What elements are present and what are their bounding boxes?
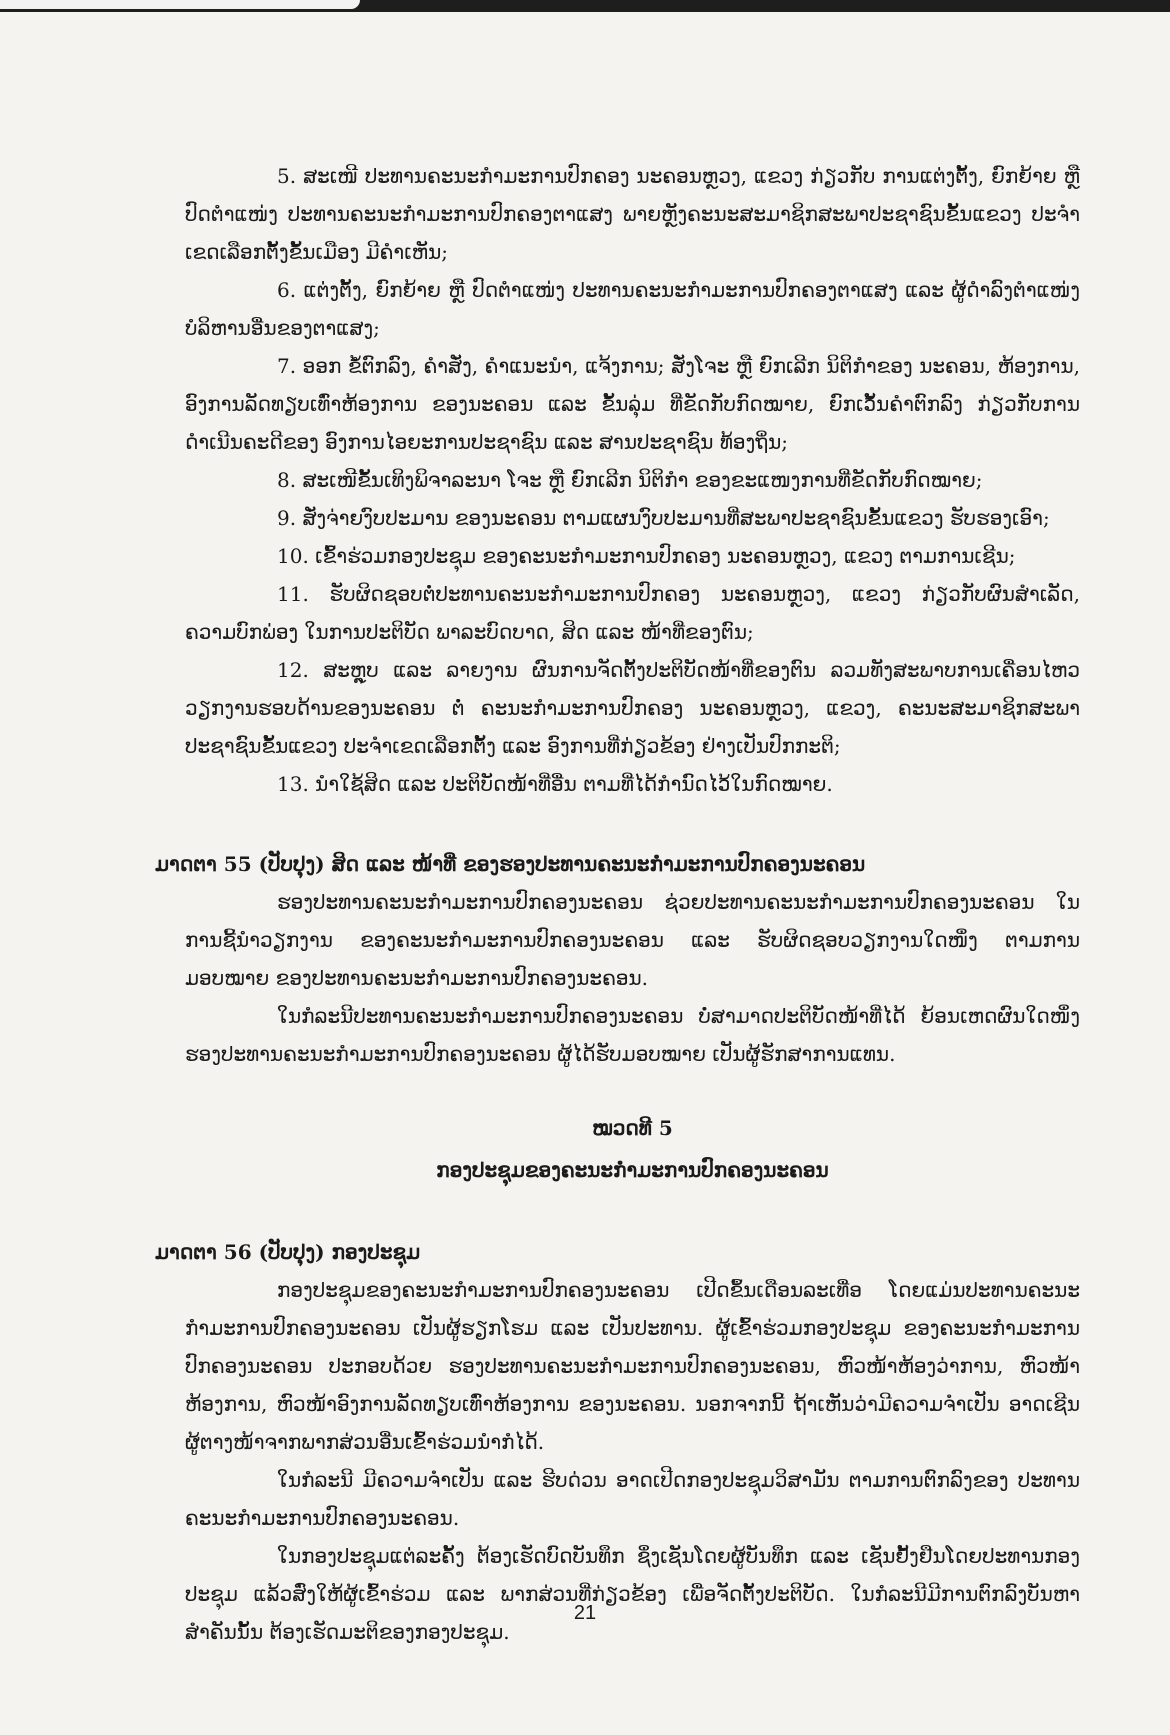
list-item: 10. ເຂົ້າຮ່ວມກອງປະຊຸມ ຂອງຄະນະກຳມະການປົກຄອງ ນະຄອນຫຼວງ, ແຂວງ ຕາມການເຊີນ; bbox=[277, 544, 1016, 568]
top-bar-pill bbox=[0, 0, 360, 9]
article-56-paragraph-1: ກອງປະຊຸມຂອງຄະນະກຳມະການປົກຄອງນະຄອນ ເປີດຂຶ້ນເດືອນລະເທື່ອ ໂດຍແມ່ນປະທານຄະນະກຳມະການປົກຄອງນະຄອນ ເປັນຜູ້ຮຽກໂຮມ ແລະ ເປັນປະທານ. ຜູ້ເຂົ້າຮ່ວມກອງປະຊຸມ ຂອງຄະນະກຳມະການປົກຄອງນະຄອນ ປະກອບດ້ວຍ ຮອງປະທານຄະນະກຳມະການປົກຄອງນະຄອນ, ຫົວໜ້າຫ້ອງວ່າການ, ຫົວໜ້າຫ້ອງການ, ຫົວໜ້າອົງການລັດທຽບເທົ່າຫ້ອງການ ຂອງນະຄອນ. ນອກຈາກນີ້ ຖ້າເຫັນວ່າມີຄວາມຈຳເປັນ ອາດເຊີນຜູ້ຕາງໜ້າຈາກພາກສ່ວນອື່ນເຂົ້າຮ່ວມນຳກໍໄດ້. bbox=[185, 1278, 1080, 1454]
list-item: 13. ນຳໃຊ້ສິດ ແລະ ປະຕິບັດໜ້າທີ່ອື່ນ ຕາມທີ່ໄດ້ກຳນົດໄວ້ໃນກົດໝາຍ. bbox=[277, 772, 833, 796]
article-56-title: ມາດຕາ 56 (ປັບປຸງ) ກອງປະຊຸມ bbox=[155, 1240, 421, 1264]
top-status-bar bbox=[0, 0, 1170, 12]
page-number: 21 bbox=[573, 1602, 597, 1624]
list-item: 5. ສະເໜີ ປະທານຄະນະກຳມະການປົກຄອງ ນະຄອນຫຼວງ, ແຂວງ ກ່ຽວກັບ ການແຕ່ງຕັ້ງ, ຍົກຍ້າຍ ຫຼື ປົດຕຳແໜ່ງ ປະທານຄະນະກຳມະການປົກຄອງຕາແສງ ພາຍຫຼັງຄະນະສະມາຊິກສະພາປະຊາຊົນຂັ້ນແຂວງ ປະຈຳເຂດເລືອກຕັ້ງຂັ້ນເມືອງ ມີຄຳເຫັນ; bbox=[185, 164, 1080, 264]
list-item: 11. ຮັບຜິດຊອບຕໍ່ປະທານຄະນະກຳມະການປົກຄອງ ນະຄອນຫຼວງ, ແຂວງ ກ່ຽວກັບຜົນສຳເລັດ, ຄວາມບົກພ່ອງ ໃນການປະຕິບັດ ພາລະບົດບາດ, ສິດ ແລະ ໜ້າທີ່ຂອງຕົນ; bbox=[185, 582, 1080, 644]
list-item: 8. ສະເໜີຂັ້ນເທິງພິຈາລະນາ ໂຈະ ຫຼື ຍົກເລີກ ນິຕິກຳ ຂອງຂະແໜງການທີ່ຂັດກັບກົດໝາຍ; bbox=[277, 468, 983, 492]
article-55-paragraph-1: ຮອງປະທານຄະນະກຳມະການປົກຄອງນະຄອນ ຊ່ວຍປະທານຄະນະກຳມະການປົກຄອງນະຄອນ ໃນການຊີ້ນຳວຽກງານ ຂອງຄະນະກຳມະການປົກຄອງນະຄອນ ແລະ ຮັບຜິດຊອບວຽກງານໃດໜຶ່ງ ຕາມການມອບໝາຍ ຂອງປະທານຄະນະກຳມະການປົກຄອງນະຄອນ. bbox=[185, 890, 1080, 990]
chapter-heading bbox=[185, 1107, 1080, 1191]
article-55-paragraph-2: ໃນກໍລະນີປະທານຄະນະກຳມະການປົກຄອງນະຄອນ ບໍ່ສາມາດປະຕິບັດໜ້າທີ່ໄດ້ ຍ້ອນເຫດຜົນໃດໜຶ່ງ ຮອງປະທານຄະນະກຳມະການປົກຄອງນະຄອນ ຜູ້ໄດ້ຮັບມອບໝາຍ ເປັນຜູ້ຮັກສາການແທນ. bbox=[185, 1004, 1080, 1066]
document-page bbox=[0, 12, 1170, 1735]
list-item: 9. ສັ່ງຈ່າຍງົບປະມານ ຂອງນະຄອນ ຕາມແຜນງົບປະມານທີ່ສະພາປະຊາຊົນຂັ້ນແຂວງ ຮັບຮອງເອົາ; bbox=[277, 506, 1050, 530]
article-55-title: ມາດຕາ 55 (ປັບປຸງ) ສິດ ແລະ ໜ້າທີ່ ຂອງຮອງປະທານຄະນະກຳມະການປົກຄອງນະຄອນ bbox=[155, 852, 866, 876]
list-item: 7. ອອກ ຂໍ້ຕົກລົງ, ຄຳສັ່ງ, ຄຳແນະນຳ, ແຈ້ງການ; ສັ່ງໂຈະ ຫຼື ຍົກເລີກ ນິຕິກຳຂອງ ນະຄອນ, ຫ້ອງການ, ອົງການລັດທຽບເທົ່າຫ້ອງການ ຂອງນະຄອນ ແລະ ຂັ້ນລຸ່ມ ທີ່ຂັດກັບກົດໝາຍ, ຍົກເວັ້ນຄຳຕົກລົງ ກ່ຽວກັບການດຳເນີນຄະດີຂອງ ອົງການໄອຍະການປະຊາຊົນ ແລະ ສານປະຊາຊົນ ທ້ອງຖິ່ນ; bbox=[185, 354, 1080, 454]
article-56-paragraph-2: ໃນກໍລະນີ ມີຄວາມຈຳເປັນ ແລະ ຮີບດ່ວນ ອາດເປີດກອງປະຊຸມວິສາມັນ ຕາມການຕົກລົງຂອງ ປະທານຄະນະກຳມະການປົກຄອງນະຄອນ. bbox=[185, 1468, 1080, 1530]
chapter-number: ໝວດທີ 5 bbox=[592, 1116, 673, 1140]
list-item: 12. ສະຫຼຸບ ແລະ ລາຍງານ ຜົນການຈັດຕັ້ງປະຕິບັດໜ້າທີ່ຂອງຕົນ ລວມທັງສະພາບການເຄື່ອນໄຫວວຽກງານຮອບດ້ານຂອງນະຄອນ ຕໍ່ ຄະນະກຳມະການປົກຄອງ ນະຄອນຫຼວງ, ແຂວງ, ຄະນະສະມາຊິກສະພາປະຊາຊົນຂັ້ນແຂວງ ປະຈຳເຂດເລືອກຕັ້ງ ແລະ ອົງການທີ່ກ່ຽວຂ້ອງ ຢ່າງເປັນປົກກະຕິ; bbox=[185, 658, 1080, 758]
list-item: 6. ແຕ່ງຕັ້ງ, ຍົກຍ້າຍ ຫຼື ປົດຕຳແໜ່ງ ປະທານຄະນະກຳມະການປົກຄອງຕາແສງ ແລະ ຜູ້ດຳລົງຕຳແໜ່ງບໍລິຫານອື່ນຂອງຕາແສງ; bbox=[185, 278, 1080, 340]
chapter-title: ກອງປະຊຸມຂອງຄະນະກຳມະການປົກຄອງນະຄອນ bbox=[436, 1158, 829, 1182]
article-56-paragraph-3: ໃນກອງປະຊຸມແຕ່ລະຄັ້ງ ຕ້ອງເຮັດບົດບັນທຶກ ຊຶ່ງເຊັນໂດຍຜູ້ບັນທຶກ ແລະ ເຊັນຢັ້ງຢືນໂດຍປະທານກອງປະຊຸມ ແລ້ວສົ່ງໃຫ້ຜູ້ເຂົ້າຮ່ວມ ແລະ ພາກສ່ວນທີ່ກ່ຽວຂ້ອງ ເພື່ອຈັດຕັ້ງປະຕິບັດ. ໃນກໍລະນີມີການຕົກລົງບັນຫາສຳຄັນນັ້ນ ຕ້ອງເຮັດມະຕິຂອງກອງປະຊຸມ. bbox=[185, 1544, 1080, 1644]
document-body bbox=[155, 157, 1080, 1651]
